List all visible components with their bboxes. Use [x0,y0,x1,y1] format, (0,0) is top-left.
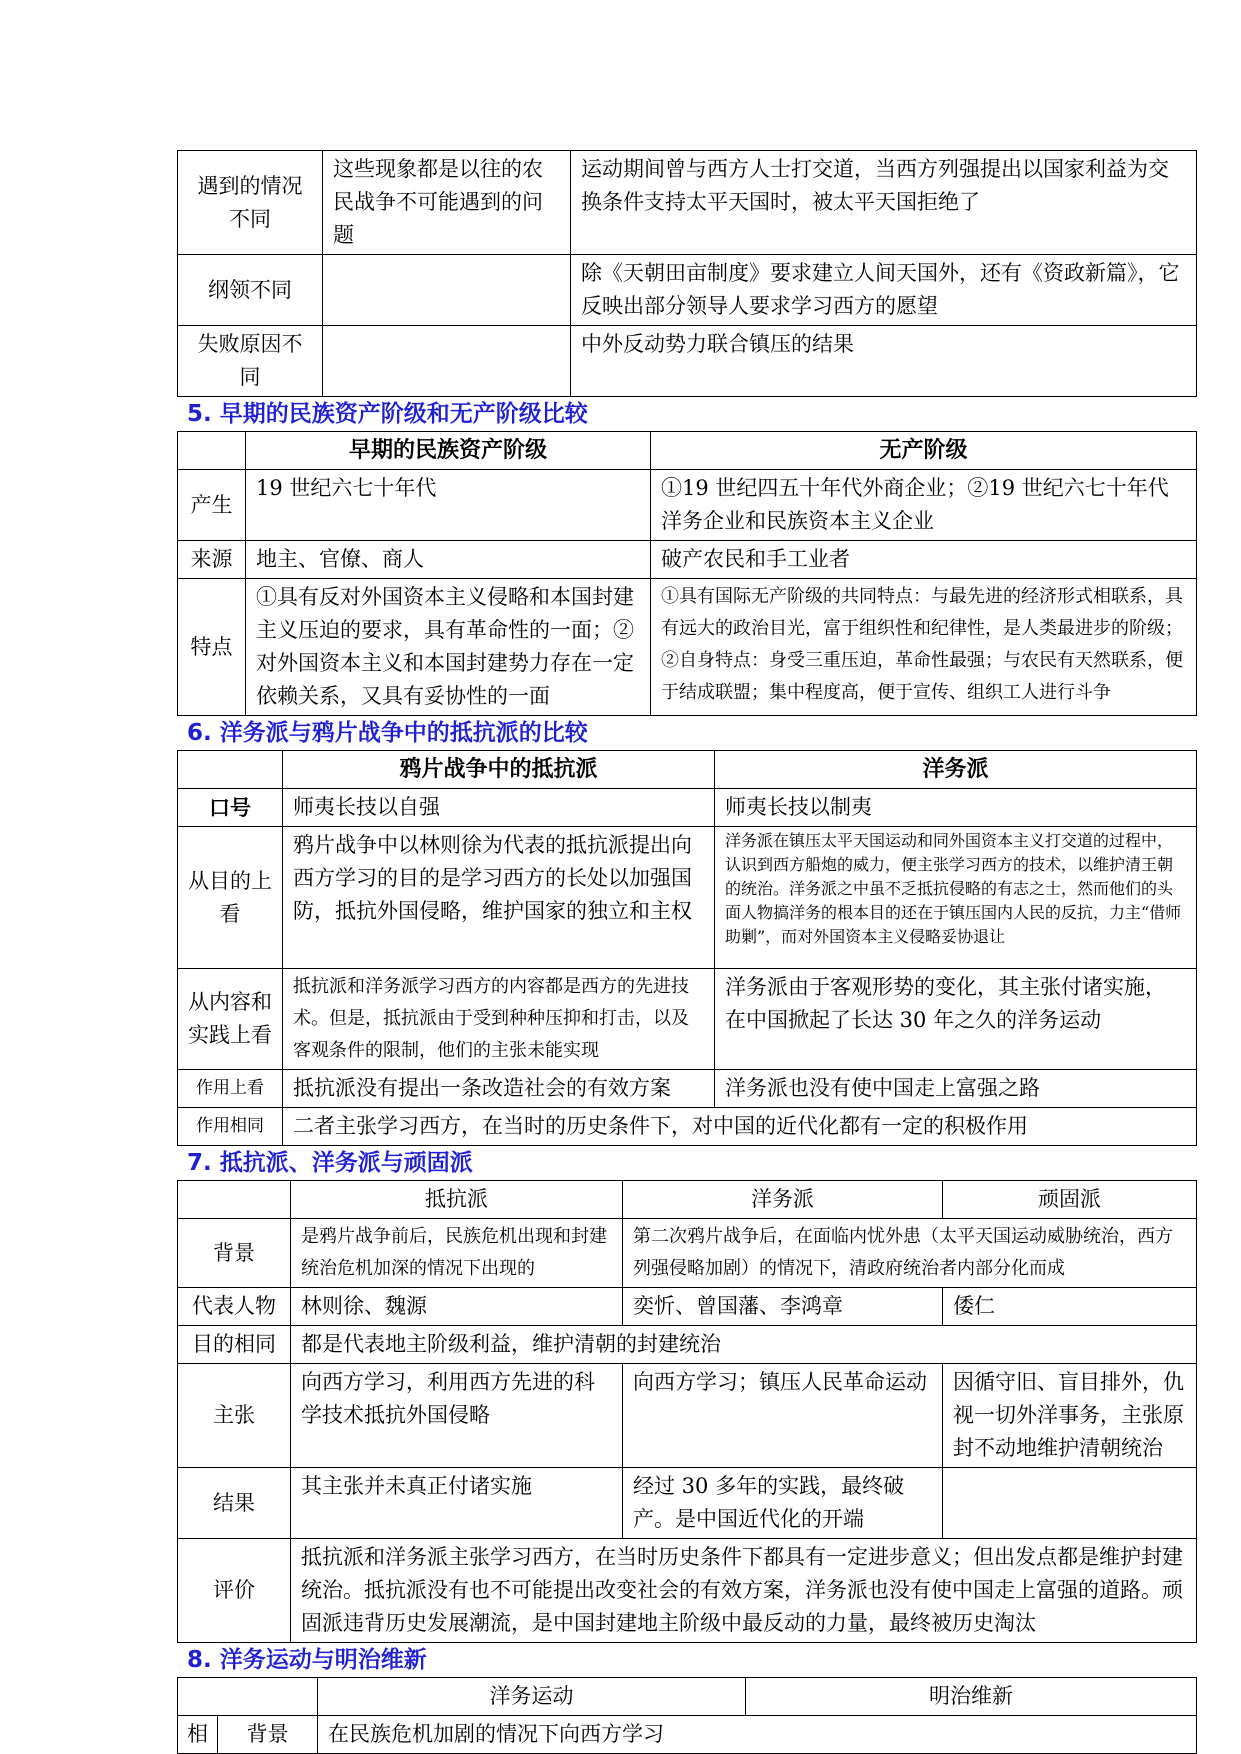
section-8-title: 8. 洋务运动与明治维新 [187,1646,427,1673]
row-label: 作用上看 [178,1070,283,1108]
row-label: 目的相同 [178,1326,291,1364]
table-cell: 中外反动势力联合镇压的结果 [571,326,1197,397]
table-row [178,151,1197,255]
section-8-table [177,1677,1197,1754]
row-label: 从内容和实践上看 [178,969,283,1070]
row-label: 产生 [178,470,246,541]
section-7-title: 7. 抵抗派、洋务派与顽固派 [187,1149,473,1176]
merged-cell: 都是代表地主阶级利益，维护清朝的封建统治 [291,1326,1197,1364]
table-cell: ①19 世纪四五十年代外商企业；②19 世纪六七十年代洋务企业和民族资本主义企业 [651,470,1197,541]
table-cell: 师夷长技以自强 [283,789,715,827]
table-cell: 是鸦片战争前后，民族危机出现和封建统治危机加深的情况下出现的 [291,1219,623,1288]
row-label: 评价 [178,1539,291,1643]
table-cell: ①具有反对外国资本主义侵略和本国封建主义压迫的要求，具有革命性的一面；②对外国资本主义和本国封建势力存在一定依赖关系，又具有妥协性的一面 [246,579,651,716]
row-group-label: 相 [178,1716,218,1754]
section-6-title: 6. 洋务派与鸦片战争中的抵抗派的比较 [187,719,588,746]
table-cell: 破产农民和手工业者 [651,541,1197,579]
row-label: 从目的上看 [178,827,283,969]
table-cell: 地主、官僚、商人 [246,541,651,579]
table-header-row [178,1181,1197,1219]
merged-cell: 二者主张学习西方，在当时的历史条件下，对中国的近代化都有一定的积极作用 [283,1108,1197,1146]
table-row [178,789,1197,827]
table-row [178,1468,1197,1539]
header-cell: 鸦片战争中的抵抗派 [283,751,715,789]
document-page [177,150,1197,1754]
table-row [178,1326,1197,1364]
table-cell: 因循守旧、盲目排外，仇视一切外洋事务，主张原封不动地维护清朝统治 [943,1364,1197,1468]
table-cell: 洋务派也没有使中国走上富强之路 [715,1070,1197,1108]
merged-cell: 抵抗派和洋务派主张学习西方，在当时历史条件下都具有一定进步意义；但出发点都是维护封建统治。抵抗派没有也不可能提出改变社会的有效方案，洋务派也没有使中国走上富强的道路。顽固派违背历史发展潮流，是中国封建地主阶级中最反动的力量，最终被历史淘汰 [291,1539,1197,1643]
table-cell [943,1468,1197,1539]
header-cell [178,751,283,789]
table-row [178,470,1197,541]
row-label: 口号 [178,789,283,827]
section-5-table [177,431,1197,716]
merged-cell: 在民族危机加剧的情况下向西方学习 [318,1716,1197,1754]
header-cell [178,432,246,470]
table-cell: 19 世纪六七十年代 [246,470,651,541]
table-row [178,1219,1197,1288]
table-cell: 经过 30 多年的实践，最终破产。是中国近代化的开端 [623,1468,943,1539]
row-label: 纲领不同 [178,255,323,326]
table-cell: 其主张并未真正付诸实施 [291,1468,623,1539]
table-cell: 抵抗派和洋务派学习西方的内容都是西方的先进技术。但是，抵抗派由于受到种种压抑和打击，以及客观条件的限制，他们的主张未能实现 [283,969,715,1070]
table-cell: 向西方学习，利用西方先进的科学技术抵抗外国侵略 [291,1364,623,1468]
table-cell: 除《天朝田亩制度》要求建立人间天国外，还有《资政新篇》，它反映出部分领导人要求学习西方的愿望 [571,255,1197,326]
table-row [178,1539,1197,1643]
table-cell [323,255,571,326]
table-cell: 鸦片战争中以林则徐为代表的抵抗派提出向西方学习的目的是学习西方的长处以加强国防，抵抗外国侵略，维护国家的独立和主权 [283,827,715,969]
table-cell: 师夷长技以制夷 [715,789,1197,827]
table-row [178,969,1197,1070]
table-cell: 倭仁 [943,1288,1197,1326]
table-row [178,326,1197,397]
table-header-row [178,751,1197,789]
row-label: 背景 [218,1716,318,1754]
row-label: 代表人物 [178,1288,291,1326]
merged-cell: 第二次鸦片战争后，在面临内忧外患（太平天国运动威胁统治，西方列强侵略加剧）的情况下，清政府统治者内部分化而成 [623,1219,1197,1288]
table-cell: 运动期间曾与西方人士打交道，当西方列强提出以国家利益为交换条件支持太平天国时，被太平天国拒绝了 [571,151,1197,255]
row-label: 特点 [178,579,246,716]
header-cell: 抵抗派 [291,1181,623,1219]
header-cell: 无产阶级 [651,432,1197,470]
table-cell: 林则徐、魏源 [291,1288,623,1326]
header-cell [178,1678,318,1716]
table-row [178,1364,1197,1468]
table-cell: 洋务派在镇压太平天国运动和同外国资本主义打交道的过程中，认识到西方船炮的威力，便主张学习西方的技术，以维护清王朝的统治。洋务派之中虽不乏抵抗侵略的有志之士，然而他们的头面人物搞洋务的根本目的还在于镇压国内人民的反抗，力主“借师助剿”，而对外国资本主义侵略妥协退让 [715,827,1197,969]
top-comparison-table [177,150,1197,397]
table-cell: 这些现象都是以往的农民战争不可能遇到的问题 [323,151,571,255]
row-label: 遇到的情况不同 [178,151,323,255]
row-label: 结果 [178,1468,291,1539]
table-row [178,1288,1197,1326]
header-cell: 洋务派 [715,751,1197,789]
table-cell: 奕忻、曾国藩、李鸿章 [623,1288,943,1326]
section-6-table [177,750,1197,1146]
header-cell: 顽固派 [943,1181,1197,1219]
header-cell: 早期的民族资产阶级 [246,432,651,470]
row-label: 主张 [178,1364,291,1468]
table-row [178,579,1197,716]
row-label: 作用相同 [178,1108,283,1146]
table-row [178,1108,1197,1146]
table-cell: 洋务派由于客观形势的变化，其主张付诸实施，在中国掀起了长达 30 年之久的洋务运动 [715,969,1197,1070]
table-cell [323,326,571,397]
table-header-row [178,432,1197,470]
header-cell: 洋务运动 [318,1678,746,1716]
table-cell: 抵抗派没有提出一条改造社会的有效方案 [283,1070,715,1108]
table-row [178,255,1197,326]
header-cell: 洋务派 [623,1181,943,1219]
section-5-title: 5. 早期的民族资产阶级和无产阶级比较 [187,400,588,427]
header-cell: 明治维新 [746,1678,1197,1716]
row-label: 失败原因不同 [178,326,323,397]
table-row [178,827,1197,969]
row-label: 背景 [178,1219,291,1288]
table-cell: 向西方学习；镇压人民革命运动 [623,1364,943,1468]
table-cell: ①具有国际无产阶级的共同特点：与最先进的经济形式相联系，具有远大的政治目光，富于组织性和纪律性，是人类最进步的阶级；②自身特点：身受三重压迫，革命性最强；与农民有天然联系，便于结成联盟；集中程度高，便于宣传、组织工人进行斗争 [651,579,1197,716]
table-row [178,1070,1197,1108]
section-7-table [177,1180,1197,1643]
header-cell [178,1181,291,1219]
row-label: 来源 [178,541,246,579]
table-row [178,1716,1197,1754]
table-row [178,541,1197,579]
table-header-row [178,1678,1197,1716]
